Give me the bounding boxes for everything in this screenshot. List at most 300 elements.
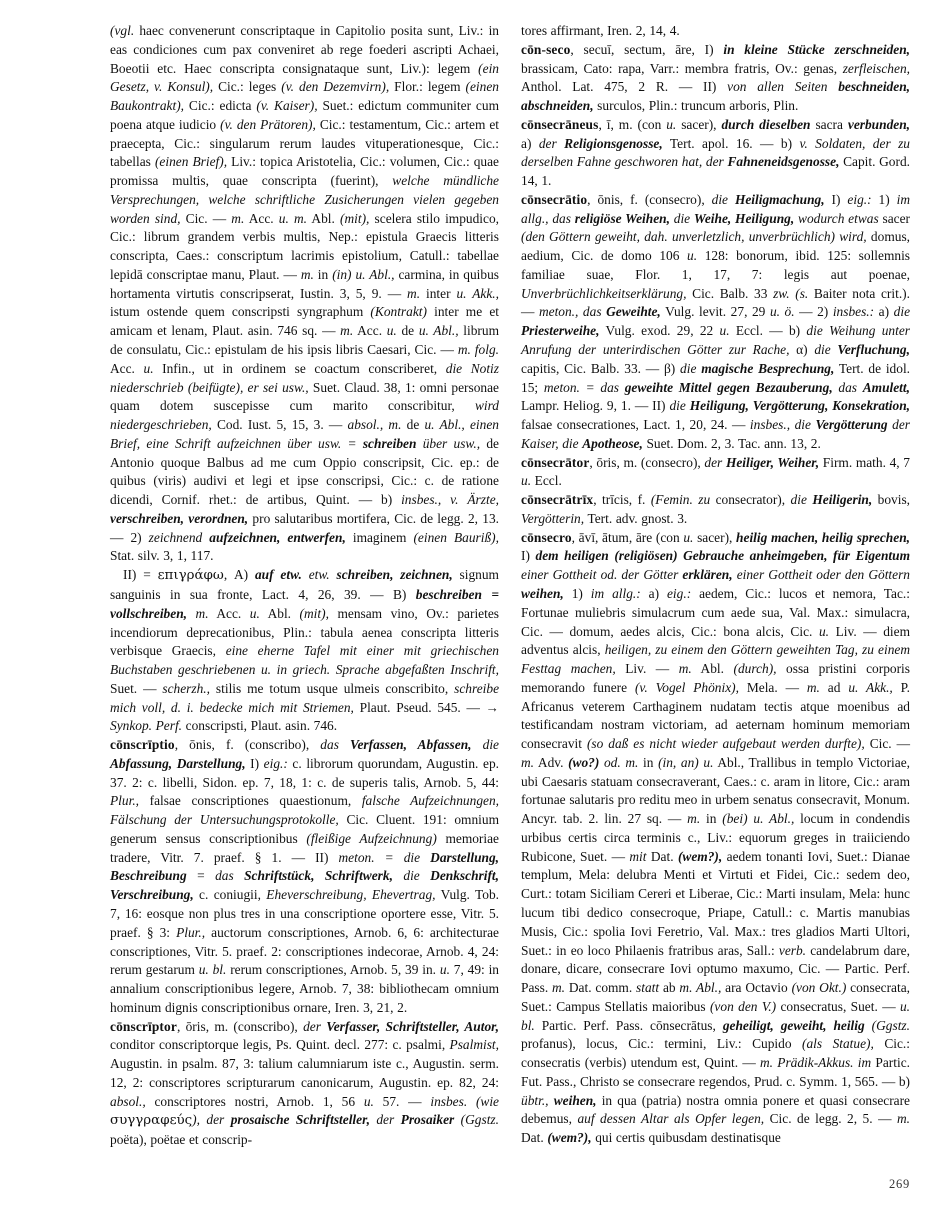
italic-gloss: das	[320, 737, 339, 753]
italic-gloss: m.	[521, 754, 535, 770]
italic-gloss: der	[303, 1018, 321, 1034]
body-text: Suet. Dom. 2, 3. Tac. ann. 13, 2.	[642, 435, 821, 451]
body-text: auctorum conscriptiones, Arnob. 6, 6: architecturae conscriptiones, Vitr. 5. praef. 2: conscriptiones indecorae, Arnob. 4, 24: rerum gestarum	[110, 924, 500, 978]
italic-gloss: (so daß es nicht wieder aufgebaut werden durfte),	[586, 736, 865, 752]
body-text: Cic. —	[180, 210, 232, 226]
italic-gloss: m.	[896, 1111, 910, 1127]
italic-gloss: (vgl.	[110, 23, 135, 38]
bold-italic-gloss: Priesterweihe,	[521, 323, 600, 339]
italic-gloss: meton. = die	[338, 849, 421, 865]
italic-gloss: u.	[683, 529, 694, 545]
bold-italic-gloss: Prosaiker	[400, 1112, 455, 1128]
body-text: inter	[420, 285, 457, 301]
bold-italic-gloss: Denkschrift, Verschreibung,	[110, 868, 499, 903]
bold-italic-gloss: dem heiligen (religiösen) Gebrauche anheimgeben, für Eigentum	[535, 548, 910, 564]
body-text: Abl.	[691, 661, 734, 677]
dictionary-entry	[521, 116, 910, 191]
body-text: Acc.	[353, 323, 387, 339]
body-text	[865, 1018, 872, 1033]
italic-gloss: (als Statue),	[802, 1036, 874, 1052]
greek-text: συγγραφεύς	[110, 1113, 193, 1129]
italic-gloss: von allen Seiten	[727, 79, 828, 95]
body-text: Tert. de idol. 15;	[521, 360, 911, 395]
dictionary-entry	[521, 454, 910, 492]
body-text: inter me et amicam et lenam, Plaut. asin. 746 sq. —	[110, 304, 499, 339]
bold-italic-gloss: Schriftstück, Schriftwerk,	[244, 868, 393, 884]
body-text: Dat.	[646, 848, 678, 864]
italic-gloss: (mit),	[299, 605, 329, 621]
italic-gloss: im allg., das	[521, 191, 911, 226]
body-text: Flor.: legem	[389, 79, 466, 95]
italic-gloss: die	[893, 304, 911, 320]
body-text: Eccl.	[531, 473, 562, 489]
italic-gloss: die	[790, 492, 807, 508]
bold-italic-gloss: Weihe, Heiligung,	[693, 210, 795, 226]
bold-italic-gloss: (wem?),	[547, 1130, 592, 1146]
body-text	[302, 567, 309, 582]
body-text: falsae consecrationes, Lact. 1, 20, 24. —	[521, 417, 750, 433]
body-text: Augustin. in psalm. 87, 3: talium calumniarum iste c., Augustin. serm. 12, 2: conscriptores scripturarum canonicarum, Augustin. ep. 82, 24:	[110, 1056, 499, 1090]
bold-italic-gloss: durch dieselben	[721, 116, 811, 132]
bold-italic-gloss: Darstellung, Beschreibung	[110, 849, 500, 884]
bold-italic-gloss: erklären,	[682, 567, 733, 583]
body-text: Cic.: testamentum, Cic.: artem et praecepta, Cic.: singularum rerum laudes vituperationesque, Cic.: tabellas	[110, 116, 500, 170]
bold-italic-gloss: aufzeichnen, entwerfen,	[209, 529, 346, 545]
body-text: Vulg. levit. 27, 29	[660, 304, 770, 320]
bold-italic-gloss: (wem?),	[677, 848, 723, 864]
body-text: Cic. de legg. 2, 5. —	[764, 1111, 897, 1127]
body-text: memoriae tradere, Vitr. 7. praef. § 1. — II)	[110, 830, 499, 865]
bold-italic-gloss: schreiben, zeichnen,	[336, 567, 453, 583]
body-text: Partic. Perf. Pass. cōnsecrātus,	[534, 1017, 723, 1033]
italic-gloss: eig.:	[263, 755, 288, 771]
body-text: a)	[521, 135, 539, 151]
body-text: librum de consulatu, Cic.: epistulam de his ipsis libris Caesari, Cic. —	[110, 323, 499, 358]
dictionary-entry	[110, 22, 499, 566]
body-text: a)	[874, 304, 894, 320]
body-text: brassicam, Cato: rapa, Varr.: membra fratris, Ov.: genas,	[521, 60, 843, 76]
italic-gloss: insbes., die	[749, 417, 811, 433]
italic-gloss: zw. (s.	[773, 285, 809, 301]
body-text: consecrata, Suet.: Campus Stellatis maioribus	[521, 980, 911, 1014]
right-text-column	[521, 22, 910, 1152]
body-text: Acc.	[244, 210, 279, 226]
italic-gloss: etw.	[308, 567, 330, 583]
body-text	[234, 868, 244, 883]
italic-gloss: mit	[629, 848, 647, 864]
two-column-text-body	[110, 22, 910, 1152]
body-text: consecrator),	[710, 492, 791, 508]
body-text: ad	[819, 679, 849, 695]
italic-gloss: die	[482, 737, 499, 753]
body-text: Cic.: leges	[213, 79, 282, 95]
entry-headword: cōnscrīptio	[110, 737, 175, 753]
body-text: Capit. Gord. 14, 1.	[521, 154, 910, 189]
body-text: Stat. silv. 3, 1, 117.	[110, 548, 214, 564]
body-text: Vulg. Tob. 7, 16: eosque non plus tres in una conscriptione oportere esse, Vitr. 5. praef. § 3:	[110, 887, 499, 940]
body-text: qui certis quibusdam destinatisque	[591, 1130, 781, 1146]
body-text: ara Octavio	[721, 980, 792, 996]
italic-gloss: welche mündliche Versprechungen, welche schriftliche Zusicherungen vielen gegeben worden sind,	[110, 173, 500, 226]
body-text	[330, 567, 337, 582]
dictionary-entry	[521, 41, 910, 116]
italic-gloss: m.	[687, 811, 701, 827]
italic-gloss: (bei) u. Abl.,	[722, 811, 795, 827]
italic-gloss: (in, an) u.	[658, 754, 714, 770]
italic-gloss: wodurch etwas	[798, 210, 879, 226]
entry-headword: cōn-seco	[521, 41, 571, 57]
body-text: in	[638, 754, 659, 770]
body-text: domus, aedium, Cic. de domo 106	[521, 229, 910, 264]
body-text: aedem, Cic.: lucos et nemora, Tac.: Fortunae muliebris simulacrum cum aede sua, Val. Max.: simulacra, Cic. — domum, aedes alcis, Cic.: bona alcis, Cic.	[521, 585, 910, 639]
body-text: pro salutaribus mortifera, Cic. de legg. 2, 13. — 2)	[110, 510, 499, 545]
body-text: conscripsti, Plaut. asin. 746.	[182, 718, 338, 734]
body-text: 7, 49: in annalium conscriptionibus legere, Arnob. 7, 38: bibliothecam omnium hominum dignis conscriptionibus ornare, Iren. 3, 21, 2.	[110, 962, 499, 1015]
italic-gloss: u. Akk.,	[456, 285, 499, 301]
italic-gloss: (Kontrakt)	[370, 304, 427, 320]
body-text: mensam vino, Ov.: parietes incendiorum deprecationibus, Plin.: tabula aenea conscripta litteris verbisque Graecis,	[110, 605, 499, 659]
body-text: Infin., ut in ordinem se coactum conscriberet,	[153, 360, 446, 376]
italic-gloss: der	[376, 1112, 395, 1128]
body-text: capitis, Cic. Balb. 33. — β)	[521, 360, 681, 376]
bold-italic-gloss: auf etw.	[254, 567, 302, 583]
body-text: in qua (patria) nostra omnia ponere et quasi consecrare debemus,	[521, 1092, 911, 1127]
italic-gloss: m.	[678, 661, 692, 677]
italic-gloss: der Kaiser, die	[521, 417, 910, 451]
body-text: Liv. —	[615, 661, 679, 677]
dictionary-entry	[110, 736, 499, 1017]
body-text: sacra	[810, 116, 848, 132]
italic-gloss: u.	[439, 962, 450, 978]
italic-gloss: der	[704, 454, 723, 470]
bold-italic-gloss: Verfluchung,	[837, 342, 910, 358]
body-text: Suet. Claud. 38, 1: omni personae quam dotem suscepisse cum marito conscribitur,	[110, 379, 499, 414]
body-text: Lampr. Heliog. 9, 1. — II)	[521, 398, 670, 414]
body-text: , secuī, sectum, āre, I)	[570, 41, 724, 57]
italic-gloss: Eheverschreibung, Ehevertrag,	[266, 887, 436, 903]
bold-italic-gloss: verschreiben, verordnen,	[110, 510, 249, 526]
italic-gloss: absol.,	[110, 1093, 146, 1109]
body-text: — 2)	[794, 304, 833, 320]
italic-gloss: u. Akk.,	[848, 679, 893, 695]
body-text: istum ostende quem conscripsti syngraphum	[110, 304, 371, 320]
italic-gloss: u.	[687, 248, 698, 264]
italic-gloss: (ein Gesetz, v. Konsul),	[110, 60, 499, 95]
italic-gloss: u.	[249, 605, 260, 621]
body-text: de	[396, 323, 419, 339]
bold-italic-gloss: Apotheose,	[582, 435, 643, 451]
bold-italic-gloss: Fahneneidsgenosse,	[727, 154, 840, 170]
bold-italic-gloss: Geweihte,	[606, 304, 661, 320]
italic-gloss: (den Göttern geweiht, dah. unverletzlich, unverbrüchlich) wird,	[521, 229, 867, 245]
italic-gloss: einer Gottheit od. der Götter	[521, 567, 679, 583]
italic-gloss: m.	[231, 210, 245, 226]
body-text: , ī, m. (con	[598, 116, 667, 132]
bold-italic-gloss: Verfassen, Abfassen,	[350, 737, 472, 753]
italic-gloss: Plur.,	[176, 924, 206, 940]
italic-gloss: u.	[386, 323, 397, 339]
bold-italic-gloss: beschreiben = vollschreiben,	[110, 586, 499, 621]
bold-italic-gloss: Religionsgenosse,	[564, 135, 663, 151]
body-text: Cod. Iust. 5, 15, 3. —	[211, 417, 348, 433]
italic-gloss: (Femin. zu	[650, 492, 711, 508]
body-text: , ōnis, f. (conscribo),	[174, 737, 321, 753]
body-text: II) =	[123, 567, 158, 583]
italic-gloss: (einen Bauriß),	[413, 529, 499, 545]
body-text: Mela. —	[738, 679, 807, 695]
bold-italic-gloss: in kleine Stücke zerschneiden,	[723, 41, 910, 57]
italic-gloss: u. Abl.,	[418, 323, 459, 339]
italic-gloss: m.	[552, 980, 566, 996]
italic-gloss: einer Gottheit oder den Göttern	[736, 567, 910, 583]
body-text: c. coniugii,	[193, 887, 267, 903]
italic-gloss: der	[538, 135, 557, 151]
italic-gloss: Psalmist,	[449, 1037, 499, 1053]
italic-gloss: zeichnend	[148, 529, 203, 545]
bold-italic-gloss: Verfasser, Schriftsteller, Autor,	[326, 1018, 499, 1034]
bold-italic-gloss: prosaische Schriftsteller,	[230, 1112, 370, 1128]
body-text: Partic. Fut. Pass., Christo se consecrare regendos, Prud. c. Symm. 1, 565. — b)	[521, 1055, 910, 1089]
italic-gloss: falsche Aufzeichnungen, Fälschung der Untersuchungsprotokolle,	[110, 793, 500, 828]
body-text: Cic. —	[864, 736, 910, 752]
body-text: Tert. apol. 16. — b)	[662, 135, 800, 151]
bold-italic-gloss: Amulett,	[862, 379, 910, 395]
italic-gloss: u. bl.	[198, 962, 227, 978]
italic-gloss: u.	[719, 323, 730, 339]
italic-gloss: Vergötterin,	[521, 510, 585, 526]
body-text: Suet. —	[110, 680, 163, 696]
body-text: Suet.: edictum communiter cum poena atque iudicio	[110, 98, 499, 132]
body-text: candelabrum dare, donare, dicare, consecrare Iovi optumo maxumo, Cic. — Partic. Perf. Pass.	[521, 942, 910, 996]
italic-gloss: (Ggstz.	[460, 1112, 499, 1128]
bold-italic-gloss: verbunden,	[847, 116, 911, 132]
italic-gloss: auf dessen Altar als Opfer legen,	[577, 1111, 765, 1127]
italic-gloss: (in) u. Abl.,	[332, 266, 395, 282]
italic-gloss: Synkop. Perf.	[110, 718, 183, 734]
body-text: 1)	[871, 191, 897, 207]
italic-gloss: u. ö.	[769, 304, 795, 320]
italic-gloss: insbes.:	[832, 304, 875, 320]
body-text: Cic. Balb. 33	[686, 285, 774, 301]
body-text: , ōris, m. (conscribo),	[176, 1018, 304, 1034]
body-text: Vulg. exod. 29, 22	[599, 323, 720, 339]
italic-gloss: u.	[521, 473, 532, 489]
italic-gloss: v. Soldaten, der zu derselben Fahne geschworen hat, der	[521, 135, 910, 170]
body-text: I)	[245, 755, 264, 771]
italic-gloss: die	[669, 398, 686, 414]
page-number: 269	[889, 1177, 910, 1191]
body-text: c. librorum quorundam, Augustin. ep. 37. 2: c. libelli, Sidon. ep. 7, 18, 1: c. de superis talis, Arnob. 5, 44:	[110, 755, 499, 790]
body-text: , ōris, m. (consecro),	[589, 454, 705, 470]
bold-italic-gloss: magische Besprechung,	[701, 360, 835, 376]
dictionary-entry	[521, 529, 910, 1148]
body-text: conditor conscriptorque legis, Ps. Quint. decl. 277: c. psalmi,	[110, 1037, 450, 1053]
body-text: in	[700, 811, 723, 827]
body-text: surculos, Plin.: truncum arboris, Plin.	[593, 98, 799, 114]
body-text: ossa pristini corporis memorando funere	[521, 661, 910, 695]
italic-gloss: die	[673, 210, 691, 226]
italic-gloss: die	[814, 342, 831, 358]
italic-gloss: m. Prädik-Akkus. im	[760, 1055, 872, 1071]
entry-headword: cōnsecrātio	[521, 191, 588, 207]
italic-gloss: Plur.,	[110, 793, 140, 809]
body-text: Abl.	[307, 210, 340, 226]
italic-gloss: statt	[636, 980, 660, 996]
body-text: Firm. math. 4, 7	[819, 454, 910, 470]
italic-gloss: die	[680, 360, 697, 376]
body-text: 1)	[563, 585, 591, 601]
body-text: de	[401, 417, 425, 433]
italic-gloss: (durch),	[733, 661, 777, 677]
body-text: , A)	[223, 567, 255, 583]
italic-gloss: (einen Baukontrakt),	[110, 79, 499, 114]
body-text: imaginem	[345, 529, 414, 545]
italic-gloss: u.	[143, 360, 154, 376]
italic-gloss: heiligen, zu einem den Göttern geweihten Tag, zu einem Festtag machen,	[521, 642, 911, 677]
body-text	[187, 606, 196, 621]
body-text: aedem tonanti Iovi, Suet.: Dianae templum, Mela: delubra Menti et Virtuti et Fidei, Cic.: sedem deo, Curt.: totam Siciliam Cereri et Liberae, Cic.: Marti insulam, Mela: hunc lucum tibi dedico consecroque, Priape, Catull.: c. Martis manubias Musis, Cic.: spolia Iovi Feretrio, Val. Max.: tres gladios Marti Ultori, Suet.: in eo loco Philaenis fratribus aras, Sall.:	[521, 848, 911, 958]
body-text: 57. —	[373, 1093, 431, 1109]
body-text	[420, 868, 430, 883]
body-text: 128: bonorum, ibid. 125: sollemnis familiae suae, Flor. 1, 17, 7: legis aut poenae,	[521, 248, 910, 282]
body-text: Eccl. — b)	[729, 323, 807, 339]
body-text: consecratus, Suet. —	[776, 998, 900, 1014]
bold-italic-gloss: religiöse Weihen,	[574, 210, 670, 226]
italic-gloss: eig.:	[666, 585, 692, 601]
italic-gloss: (von den V.)	[709, 998, 777, 1014]
italic-gloss: (v. Vogel Phönix),	[634, 679, 739, 695]
italic-gloss: die Notiz niederschrieb (beifügte), er sei usw.,	[110, 360, 499, 395]
entry-headword: cōnsecrāneus	[521, 116, 599, 132]
body-text	[393, 868, 403, 883]
bold-italic-gloss: beschneiden, abschneiden,	[521, 79, 910, 114]
body-text: Cic.: consecratis (verbis) utendum est, Quint. —	[521, 1036, 910, 1071]
bold-italic-gloss: Vergötterung	[815, 417, 888, 433]
body-text: poëta), poëtae et conscrip-	[110, 1132, 253, 1148]
body-text: Liv. — diem adventus alcis,	[521, 623, 910, 658]
body-text: falsae conscriptiones quaestionum,	[139, 793, 362, 809]
italic-gloss: das	[215, 868, 234, 884]
italic-gloss: die Weihung unter Anrufung der unterirdischen Götter zur Rache,	[521, 323, 910, 358]
italic-gloss: die	[403, 868, 420, 884]
body-text: I)	[824, 191, 848, 207]
body-text: , trīcis, f.	[593, 492, 651, 508]
italic-gloss: (fleißige Aufzeichnung)	[306, 830, 437, 846]
body-text: α)	[789, 342, 815, 358]
body-text: Abl.	[259, 605, 300, 621]
body-text: Acc.	[208, 605, 250, 621]
body-text: Liv.: topica Aristotelia, Cic.: volumen, Cic.: quae promissa multis, quae conscripta (fuerint),	[110, 154, 500, 189]
bold-italic-gloss: (wo?)	[568, 754, 600, 770]
bold-italic-gloss: Heiligmachung,	[734, 191, 825, 207]
bold-italic-gloss: geheiligt, geweiht, heilig	[722, 1017, 865, 1033]
italic-gloss: absol., m.	[347, 417, 402, 433]
body-text	[472, 737, 483, 752]
italic-gloss: u.	[363, 1093, 374, 1109]
body-text	[420, 850, 430, 865]
body-text: tores affirmant, Iren. 2, 14, 4.	[521, 23, 680, 38]
dictionary-entry	[110, 566, 499, 736]
body-text: , ōnis, f. (consecro),	[587, 191, 712, 207]
italic-gloss: zerfleischen,	[842, 60, 910, 76]
body-text: stilis me totum usque ulmeis conscribito,	[210, 680, 455, 696]
body-text: Anthol. Lat. 475, 2 R. — II)	[521, 79, 728, 95]
italic-gloss: das	[838, 379, 857, 395]
body-text: Adv.	[534, 754, 569, 770]
italic-gloss: (mit),	[340, 210, 370, 226]
italic-gloss: über usw.,	[416, 435, 481, 451]
bold-italic-gloss: heilig machen, heilig sprechen,	[736, 529, 910, 545]
body-text: Tert. adv. gnost. 3.	[584, 510, 688, 526]
bold-italic-gloss: Heiligerin,	[812, 492, 873, 508]
entry-headword: cōnsecrātor	[521, 454, 590, 470]
italic-gloss: Unverbrüchlichkeitserklärung,	[521, 285, 687, 301]
body-text	[339, 737, 350, 752]
body-text: a)	[640, 585, 667, 601]
body-text: conscriptores nostri, Arnob. 1, 56	[145, 1093, 364, 1109]
italic-gloss: m. folg.	[457, 342, 499, 358]
body-text: Dat. comm.	[565, 980, 637, 996]
italic-gloss: m.	[806, 679, 820, 695]
body-text: ab	[659, 980, 680, 996]
body-text: de Antonio quoque Balbus ad me cum Oppio conscripsit, Cic. ep.: de quibus (viris) audivi et legi et ipse conscripsi, Cic.: c. de ratione dicendi, Cornif. rhet.: de artibus, Quint. — b)	[110, 435, 499, 508]
italic-gloss: u.	[818, 623, 830, 639]
body-text: P. Africanus veterem Carthaginem nudatam tectis atque moenibus ad testificandam nostram victoriam, ad aeternam hominum memoriam consecravit	[521, 679, 910, 752]
italic-gloss: (von Okt.)	[791, 980, 847, 996]
body-text	[827, 79, 838, 94]
dictionary-entry	[521, 191, 910, 454]
body-text: sacer),	[676, 116, 722, 132]
italic-gloss: u. Abl., einen Brief, eine Schrift aufzeichnen über usw. =	[110, 417, 499, 451]
body-text: Plaut. Pseud. 545. — →	[353, 699, 499, 715]
italic-gloss: ), der	[192, 1112, 225, 1128]
entry-headword: cōnsecrātrīx	[521, 492, 594, 508]
dictionary-entry	[521, 491, 910, 529]
italic-gloss: m.	[300, 266, 314, 282]
body-text: haec convenerunt conscriptaque in Capitolio posita sunt, Liv.: in eas condiciones cum pax conveniret ab rege foederi ascripti Achaei, Boeotii etc. Haec conscripta consignataque sunt, Liv.): legem	[110, 23, 499, 76]
italic-gloss: (einen Brief),	[154, 154, 228, 170]
body-text: Abl., Trallibus in templo Victoriae, ubi Caesaris statuam consecraverant, Caes.: c. aram in litore, Cic.: aram fortunae salutaris pro reditu meo in urbem senatus consecravit, Monum. Ancyr. tab. 2. lin. 27 sq. —	[521, 754, 911, 827]
body-text: Cic. Cluent. 191: omnium generum sensus conscriptionibus	[110, 812, 500, 846]
italic-gloss: u. m.	[278, 210, 307, 226]
body-text: in	[313, 266, 333, 282]
dictionary-entry	[110, 1018, 499, 1150]
body-text: Acc.	[110, 360, 144, 376]
italic-gloss: verb.	[778, 942, 807, 958]
bold-italic-gloss: Abfassung, Darstellung,	[110, 755, 246, 771]
italic-gloss: m.	[195, 605, 209, 621]
greek-text: επιγράφω	[157, 568, 224, 584]
body-text: rerum conscriptiones, Arnob. 5, 39 in.	[226, 962, 440, 978]
body-text: bovis,	[872, 492, 911, 508]
italic-gloss: (Ggstz.	[871, 1017, 910, 1033]
body-text: carmina, in quibus hortamenta virtutis conscripserat, Iustin. 3, 5, 9. —	[110, 266, 499, 301]
italic-gloss: eig.:	[847, 191, 872, 207]
bold-italic-gloss: geweihte Mittel gegen Bezauberung,	[624, 379, 833, 395]
italic-gloss: m.	[407, 285, 421, 301]
italic-gloss: od. m.	[603, 754, 639, 770]
bold-italic-gloss: schreiben	[362, 435, 417, 451]
italic-gloss: meton. = das	[543, 379, 619, 395]
entry-headword: cōnsecro	[521, 529, 572, 545]
italic-gloss: u.	[666, 116, 677, 132]
body-text: locum in condendis urbibus certis circa terminis c., Liv.: equorum greges in traiiciendo Rubicone, Suet. —	[521, 811, 910, 864]
body-text: Cic.: edicta	[184, 98, 257, 114]
body-text: scelera stilo impudico, Cic.: librum grandem verbis multis, Nep.: epistula Graecis litteris conscripta, Caes.: conscriptum lacrimis epistolium, Catull.: tabellae lepidā conscriptae manu, Plaut. —	[110, 210, 499, 282]
italic-gloss: übtr.,	[521, 1092, 549, 1108]
body-text: Dat.	[521, 1130, 548, 1146]
italic-gloss: insbes., v. Ärzte,	[401, 492, 499, 508]
